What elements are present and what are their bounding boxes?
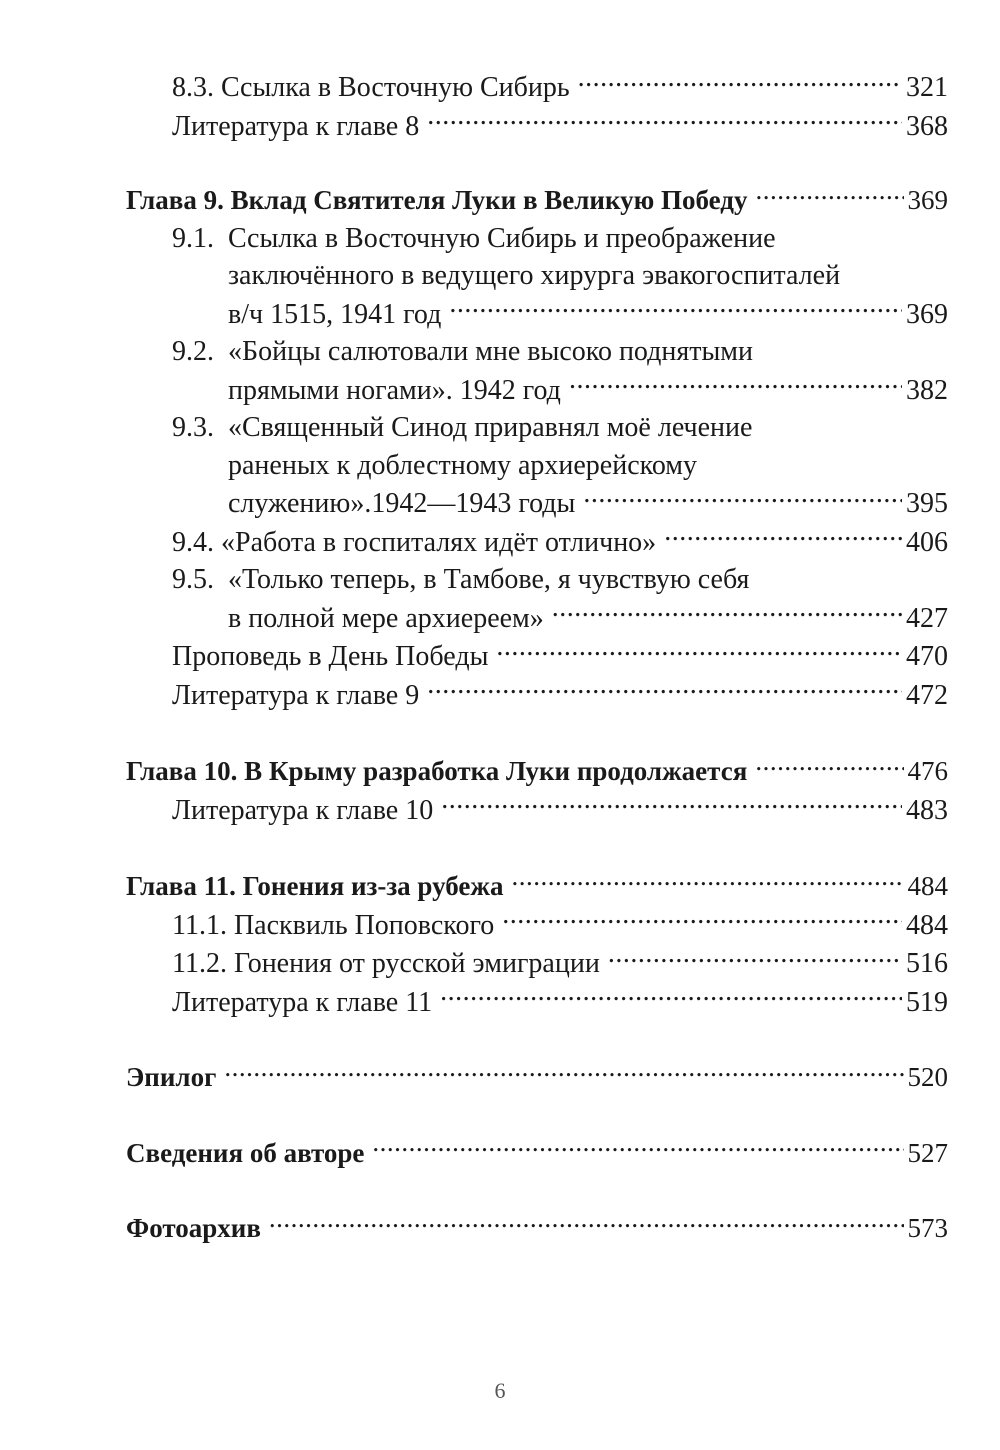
toc-chapter-9[interactable] <box>126 182 948 220</box>
toc-page-number: 476 <box>907 756 948 786</box>
toc-entry-title: Литература к главе 8 <box>172 110 420 142</box>
toc-entry-11-2[interactable] <box>126 944 948 983</box>
toc-page-number: 470 <box>906 641 948 672</box>
leader-dots <box>578 68 902 96</box>
leader-dots <box>449 295 902 323</box>
toc-entry-title: Проповедь в День Победы <box>172 641 489 672</box>
section-number: 9.1. <box>172 222 214 254</box>
toc-entry-9-3-line3[interactable] <box>126 484 948 523</box>
toc-entry-literature-10[interactable] <box>126 791 948 830</box>
toc-chapter-title: Глава 11. Гонения из-за рубежа <box>126 871 504 901</box>
toc-entry-9-5-line2[interactable] <box>126 599 948 638</box>
toc-entry-9-2-line2[interactable] <box>126 371 948 410</box>
toc-entry-9-5-line1[interactable] <box>126 561 948 599</box>
leader-dots <box>569 371 902 399</box>
section-number: 9.5. <box>172 564 214 595</box>
toc-entry-victory-sermon[interactable] <box>126 637 948 676</box>
toc-chapter-10[interactable] <box>126 753 948 791</box>
toc-chapter-title: Фотоархив <box>126 1213 261 1243</box>
toc-chapter-title: Сведения об авторе <box>126 1137 365 1168</box>
toc-entry-9-3-line2[interactable] <box>126 447 948 485</box>
toc-page-number: 520 <box>907 1062 948 1092</box>
toc-entry-literature-8[interactable] <box>126 107 948 146</box>
toc-page-number: 406 <box>906 526 948 558</box>
toc-chapter-11[interactable] <box>126 868 948 906</box>
toc-entry-literature-9[interactable] <box>126 676 948 715</box>
toc-entry-9-4[interactable] <box>126 523 948 562</box>
toc-entry-title: «Бойцы салютовали мне высоко поднятыми <box>228 336 753 367</box>
toc-page-number: 527 <box>907 1137 948 1168</box>
spacer <box>126 1172 948 1210</box>
toc-page-number: 484 <box>907 871 948 901</box>
toc-chapter-title: Эпилог <box>126 1062 217 1092</box>
toc-entry-title: 11.1. Пасквиль Поповского <box>172 909 495 941</box>
leader-dots <box>440 983 902 1011</box>
toc-page-number: 369 <box>907 185 948 215</box>
leader-dots <box>372 1135 903 1162</box>
toc-page-number: 472 <box>906 679 948 711</box>
spacer <box>126 1021 948 1059</box>
toc-entry-title: 11.2. Гонения от русской эмиграции <box>172 948 600 979</box>
leader-dots <box>441 791 902 819</box>
toc-entry-title: раненых к доблестному архиерейскому <box>228 449 698 481</box>
toc-entry-title: «Священный Синод приравнял моё лечение <box>228 412 753 443</box>
toc-entry-9-2-line1[interactable] <box>126 333 948 371</box>
toc-page-number: 382 <box>906 374 948 406</box>
toc-about-author[interactable] <box>126 1135 948 1173</box>
leader-dots <box>552 599 902 627</box>
leader-dots <box>755 753 903 780</box>
spacer <box>126 714 948 753</box>
toc-entry-9-3-line1[interactable] <box>126 409 948 447</box>
page-number-footer: 6 <box>494 1378 506 1403</box>
toc-entry-title: Литература к главе 10 <box>172 794 434 826</box>
leader-dots <box>664 523 902 551</box>
leader-dots <box>511 868 903 895</box>
toc-entry-title: Литература к главе 9 <box>172 679 420 711</box>
toc-entry-title: «Только теперь, в Тамбове, я чувствую себя <box>228 564 750 595</box>
toc-page-number: 395 <box>906 488 948 519</box>
toc-entry-title: 9.4. «Работа в госпиталях идёт отлично» <box>172 526 657 558</box>
toc-entry-9-1-line3[interactable] <box>126 295 948 334</box>
spacer <box>126 145 948 182</box>
toc-entry-title: в полной мере архиереем» <box>228 602 544 634</box>
toc-entry-8-3[interactable] <box>126 68 948 107</box>
toc-page-number: 516 <box>906 948 948 979</box>
toc-entry-title: прямыми ногами». 1942 год <box>228 374 561 406</box>
toc-entry-title: Ссылка в Восточную Сибирь и преображение <box>228 222 776 254</box>
leader-dots <box>502 906 902 934</box>
toc-page-number: 573 <box>907 1213 948 1243</box>
toc-page-number: 369 <box>906 298 948 330</box>
toc-entry-title: Литература к главе 11 <box>172 986 433 1018</box>
leader-dots <box>583 484 902 512</box>
toc-page-number: 484 <box>906 909 948 941</box>
toc-entry-literature-11[interactable] <box>126 983 948 1022</box>
toc-page-number: 368 <box>906 110 948 142</box>
section-number: 9.2. <box>172 336 214 367</box>
toc-entry-title: 8.3. Ссылка в Восточную Сибирь <box>172 72 570 103</box>
leader-dots <box>608 944 902 972</box>
toc-photo-archive[interactable] <box>126 1210 948 1248</box>
table-of-contents <box>126 68 948 1248</box>
toc-page-number: 321 <box>906 72 948 103</box>
leader-dots <box>427 676 902 704</box>
toc-entry-9-1-line2[interactable] <box>126 257 948 295</box>
spacer <box>126 1097 948 1135</box>
toc-epilogue[interactable] <box>126 1059 948 1097</box>
leader-dots <box>269 1210 904 1237</box>
toc-entry-9-1-line1[interactable] <box>126 220 948 258</box>
toc-entry-title: служению».1942—1943 годы <box>228 488 576 519</box>
toc-chapter-title: Глава 10. В Крыму разработка Луки продолжается <box>126 756 748 786</box>
leader-dots <box>224 1059 903 1086</box>
toc-chapter-title: Глава 9. Вклад Святителя Луки в Великую Победу <box>126 185 748 215</box>
toc-entry-title: заключённого в ведущего хирурга эвакогоспиталей <box>228 260 841 291</box>
leader-dots <box>496 637 902 665</box>
leader-dots <box>755 182 903 209</box>
toc-entry-title: в/ч 1515, 1941 год <box>228 298 442 330</box>
leader-dots <box>427 107 902 135</box>
section-number: 9.3. <box>172 412 214 443</box>
toc-page-number: 483 <box>906 794 948 826</box>
toc-entry-11-1[interactable] <box>126 906 948 945</box>
toc-page-number: 519 <box>906 986 948 1018</box>
toc-page-number: 427 <box>906 602 948 634</box>
spacer <box>126 829 948 868</box>
